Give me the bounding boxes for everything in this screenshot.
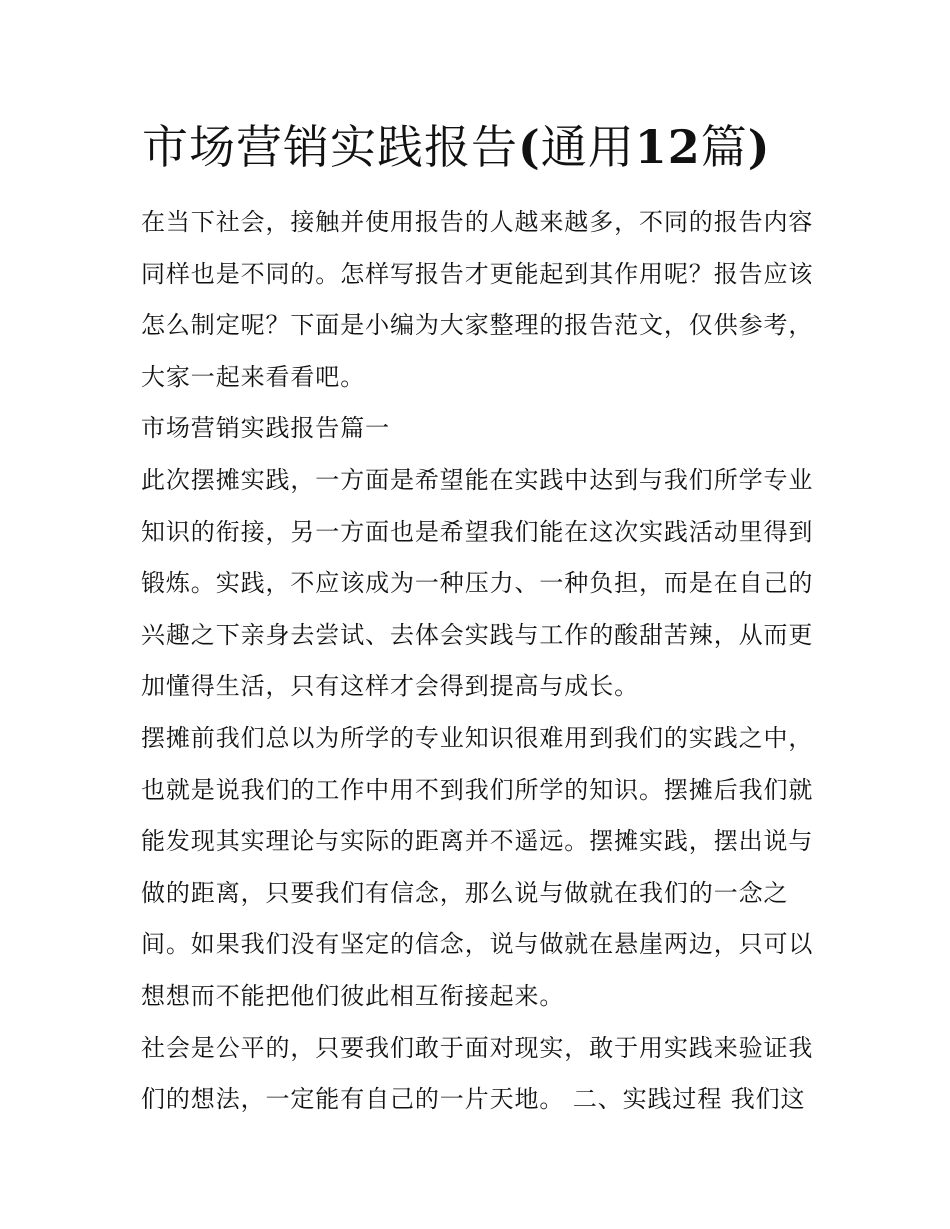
document-body [141, 197, 813, 1126]
paragraph-line: 怎么制定呢？下面是小编为大家整理的报告范文，仅供参考， [141, 311, 814, 340]
paragraph-line: 大家一起来看看吧。 [141, 362, 366, 391]
paragraph-line: 知识的衔接，另一方面也是希望我们能在这次实践活动里得到 [141, 517, 814, 546]
paragraph-line: 锻炼。实践，不应该成为一种压力、一种负担，而是在自己的 [141, 569, 814, 598]
paragraph-line: 间。如果我们没有坚定的信念，说与做就在悬崖两边，只可以 [141, 930, 814, 959]
paragraph-line: 社会是公平的，只要我们敢于面对现实，敢于用实践来验证我 [141, 1033, 814, 1062]
title-open-paren: ( [518, 120, 541, 174]
paragraph-line: 摆摊前我们总以为所学的专业知识很难用到我们的实践之中， [141, 723, 814, 752]
body-paragraph-2 [141, 713, 813, 1023]
paragraph-line: 想想而不能把他们彼此相互衔接起来。 [141, 981, 565, 1010]
section-heading-text: 市场营销实践报告篇一 [141, 414, 390, 443]
paragraph-line: 在当下社会，接触并使用报告的人越来越多，不同的报告内容 [141, 208, 814, 236]
body-paragraph-1 [141, 455, 813, 713]
title-prefix: 市场营销实践报告 [142, 120, 518, 174]
title-word: 通用 [540, 120, 635, 174]
intro-paragraph [141, 197, 813, 403]
paragraph-line: 此次摆摊实践，一方面是希望能在实践中达到与我们所学专业 [141, 465, 814, 494]
paragraph-line: 同样也是不同的。怎样写报告才更能起到其作用呢？报告应该 [141, 259, 814, 288]
section-heading [141, 403, 813, 455]
title-number: 12 [634, 120, 701, 174]
paragraph-line: 们的想法，一定能有自己的一片天地。 二、实践过程 我们这 [141, 1085, 806, 1114]
body-paragraph-3 [141, 1023, 813, 1126]
title-suffix: 篇 [700, 120, 748, 174]
paragraph-line: 也就是说我们的工作中用不到我们所学的知识。摆摊后我们就 [141, 775, 814, 804]
paragraph-line: 做的距离，只要我们有信念，那么说与做就在我们的一念之 [141, 878, 789, 907]
title-close-paren: ) [747, 120, 771, 174]
paragraph-line: 能发现其实理论与实际的距离并不遥远。摆摊实践，摆出说与 [141, 827, 814, 856]
paragraph-line: 兴趣之下亲身去尝试、去体会实践与工作的酸甜苦辣，从而更 [141, 620, 814, 649]
paragraph-line: 加懂得生活，只有这样才会得到提高与成长。 [141, 672, 639, 701]
document-title [142, 112, 842, 182]
